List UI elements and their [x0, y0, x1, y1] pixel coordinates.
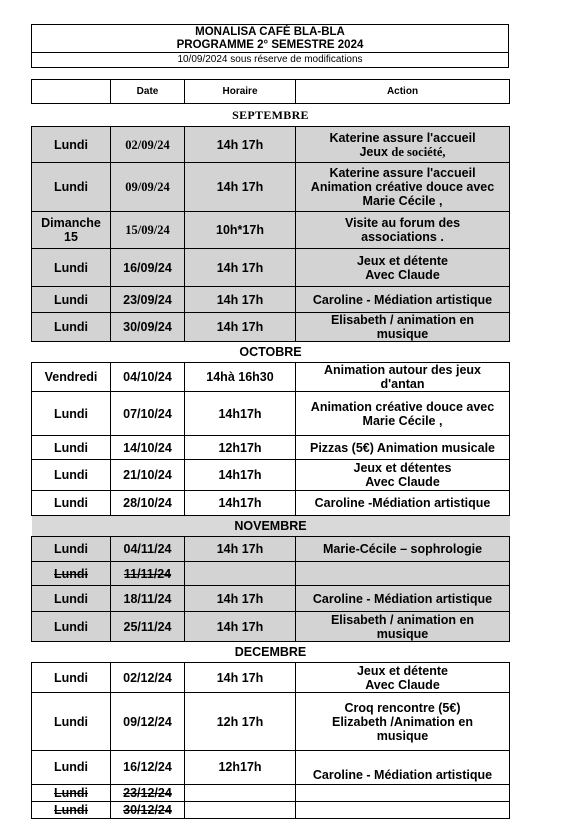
date-cell: 02/12/24 [111, 663, 185, 693]
action-cell [296, 313, 510, 342]
date-cell: 15/09/24 [111, 212, 185, 249]
time-cell: 14h 17h [185, 612, 296, 642]
day-cell: Lundi [32, 163, 111, 212]
month-label: DECEMBRE [32, 642, 510, 663]
day-cell: Lundi [32, 562, 111, 586]
day-cell: Lundi [32, 436, 111, 460]
action-line: Elisabeth / animation en [330, 313, 475, 327]
action-line: Avec Claude [365, 475, 440, 489]
date-cell: 04/10/24 [111, 363, 185, 392]
action-cell: Pizzas (5€) Animation musicale [296, 436, 510, 460]
date-cell: 30/09/24 [111, 313, 185, 342]
action-line: Animation créative douce avec [310, 399, 495, 414]
day-cell: Lundi [32, 663, 111, 693]
day-cell: Lundi [32, 392, 111, 436]
action-cell [296, 612, 510, 642]
action-line: Animation autour des jeux [324, 363, 481, 377]
action-line: Animation créative douce avec [310, 180, 495, 194]
date-cell: 11/11/24 [111, 562, 185, 586]
day-cell: Lundi [32, 249, 111, 287]
day-cell: Lundi [32, 751, 111, 785]
date-cell: 14/10/24 [111, 436, 185, 460]
date-cell: 02/09/24 [111, 127, 185, 163]
table-row [32, 751, 510, 785]
date-cell: 25/11/24 [111, 612, 185, 642]
col-time-header: Horaire [185, 80, 296, 104]
time-cell: 14h 17h [185, 287, 296, 313]
time-cell: 14h 17h [185, 163, 296, 212]
table-header-row [32, 80, 510, 104]
action-cell: Caroline - Médiation artistique [296, 287, 510, 313]
schedule-table [31, 79, 510, 819]
table-row [32, 537, 510, 562]
day-cell: Lundi [32, 287, 111, 313]
action-cell [296, 693, 510, 751]
action-cell: Caroline -Médiation artistique [296, 491, 510, 516]
action-line: Elizabeth /Animation en [332, 714, 473, 729]
day-cell: Vendredi [32, 363, 111, 392]
date-cell: 21/10/24 [111, 460, 185, 491]
month-row-november [32, 516, 510, 537]
time-cell: 14hà 16h30 [185, 363, 296, 392]
action-cell [296, 363, 510, 392]
time-cell: 10h*17h [185, 212, 296, 249]
action-line: Katerine assure l'accueil [329, 130, 476, 145]
day-cell: Lundi [32, 802, 111, 819]
table-row [32, 586, 510, 612]
action-line: Marie Cécile , [362, 413, 443, 428]
col-day-header [32, 80, 111, 104]
time-cell: 12h17h [185, 436, 296, 460]
time-cell: 14h 17h [185, 249, 296, 287]
table-row-cancelled [32, 785, 510, 802]
day-cell: Lundi [32, 537, 111, 562]
table-row [32, 313, 510, 342]
day-cell: Lundi [32, 586, 111, 612]
time-cell: 14h 17h [185, 663, 296, 693]
action-cell [296, 392, 510, 436]
revision-note: 10/09/2024 sous réserve de modifications [32, 52, 508, 67]
time-cell: 14h 17h [185, 586, 296, 612]
time-cell [185, 785, 296, 802]
action-line: musique [376, 728, 429, 743]
day-cell: Lundi [32, 612, 111, 642]
action-line: associations . [361, 230, 444, 244]
action-cell [296, 249, 510, 287]
table-row [32, 127, 510, 163]
action-line: Jeux de société, [359, 144, 446, 159]
action-line: Elisabeth / animation en [330, 612, 475, 627]
day-cell: Lundi [32, 785, 111, 802]
time-cell [185, 802, 296, 819]
table-row [32, 663, 510, 693]
time-cell: 14h17h [185, 460, 296, 491]
table-row [32, 163, 510, 212]
month-label: OCTOBRE [32, 342, 510, 363]
action-line: Katerine assure l'accueil [329, 166, 476, 180]
date-cell: 23/12/24 [111, 785, 185, 802]
time-cell: 14h 17h [185, 127, 296, 163]
action-cell [296, 127, 510, 163]
day-cell: Lundi [32, 313, 111, 342]
day-cell: Lundi [32, 693, 111, 751]
col-action-header: Action [296, 80, 510, 104]
cafe-title: MONALISA CAFÉ BLA-BLA [195, 26, 345, 38]
table-row [32, 436, 510, 460]
table-row [32, 363, 510, 392]
date-cell: 30/12/24 [111, 802, 185, 819]
table-row [32, 460, 510, 491]
table-row [32, 212, 510, 249]
month-row-december [32, 642, 510, 663]
time-cell: 12h 17h [185, 693, 296, 751]
month-row-september [32, 104, 510, 127]
table-row-cancelled [32, 802, 510, 819]
time-cell [185, 562, 296, 586]
action-cell [296, 562, 510, 586]
action-line: musique [376, 626, 429, 641]
action-cell: Caroline - Médiation artistique [296, 586, 510, 612]
month-label: NOVEMBRE [32, 516, 510, 537]
date-cell: 09/12/24 [111, 693, 185, 751]
date-cell: 18/11/24 [111, 586, 185, 612]
action-line: musique [376, 327, 429, 341]
time-cell: 14h17h [185, 392, 296, 436]
action-cell [296, 663, 510, 693]
action-line: Jeux et détentes [353, 461, 452, 475]
date-cell: 28/10/24 [111, 491, 185, 516]
action-line: Croq rencontre (5€) [344, 700, 461, 715]
program-header [31, 24, 509, 68]
table-row [32, 249, 510, 287]
action-line: d'antan [380, 377, 425, 391]
action-line: Jeux et détente [356, 253, 448, 268]
table-row [32, 392, 510, 436]
table-row [32, 693, 510, 751]
action-line: Visite au forum des [344, 216, 461, 230]
table-row [32, 287, 510, 313]
day-cell: Lundi [32, 127, 111, 163]
col-date-header: Date [111, 80, 185, 104]
action-cell [296, 163, 510, 212]
action-cell [296, 802, 510, 819]
action-cell: Caroline - Médiation artistique [296, 751, 510, 785]
time-cell: 14h17h [185, 491, 296, 516]
day-cell: Dimanche 15 [32, 212, 111, 249]
date-cell: 04/11/24 [111, 537, 185, 562]
action-line: Marie Cécile , [362, 194, 443, 208]
time-cell: 14h 17h [185, 313, 296, 342]
day-cell: Lundi [32, 491, 111, 516]
date-cell: 16/09/24 [111, 249, 185, 287]
day-cell: Lundi [32, 460, 111, 491]
action-line: Avec Claude [365, 267, 440, 282]
month-row-october [32, 342, 510, 363]
action-line: Jeux et détente [356, 663, 448, 678]
action-cell: Marie-Cécile – sophrologie [296, 537, 510, 562]
program-subtitle: PROGRAMME 2° SEMESTRE 2024 [176, 39, 364, 51]
date-cell: 07/10/24 [111, 392, 185, 436]
action-cell [296, 785, 510, 802]
action-cell [296, 212, 510, 249]
date-cell: 16/12/24 [111, 751, 185, 785]
table-row [32, 491, 510, 516]
date-cell: 09/09/24 [111, 163, 185, 212]
time-cell: 12h17h [185, 751, 296, 785]
action-line: Avec Claude [365, 677, 440, 692]
month-label: SEPTEMBRE [232, 108, 309, 122]
table-row [32, 612, 510, 642]
table-row-cancelled [32, 562, 510, 586]
action-cell [296, 460, 510, 491]
date-cell: 23/09/24 [111, 287, 185, 313]
time-cell: 14h 17h [185, 537, 296, 562]
